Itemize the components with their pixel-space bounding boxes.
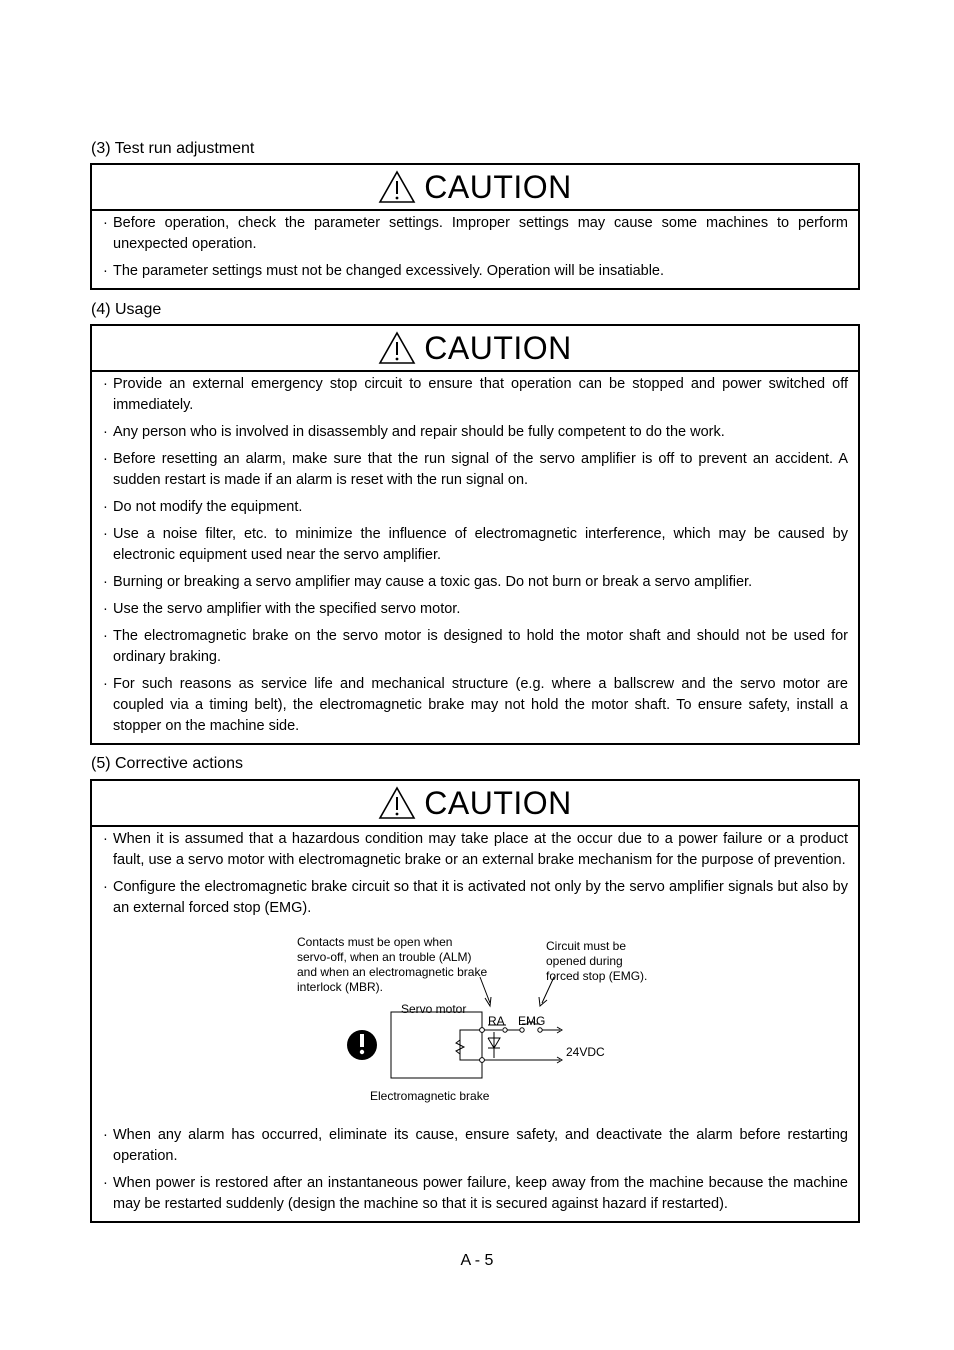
caution-label: CAUTION: [424, 785, 572, 821]
caution-box: [90, 324, 860, 745]
page-number: A - 5: [460, 1252, 494, 1269]
section-title: (5) Corrective actions: [91, 755, 244, 772]
list-item: · Use a noise filter, etc. to minimize the influence of electromagnetic interference, which may be caused by electronic equipment used near the servo amplifier.: [103, 526, 848, 563]
list-item: · Burning or breaking a servo amplifier may cause a toxic gas. Do not burn or break a servo amplifier.: [103, 574, 753, 590]
brake-circuit-diagram: [102, 925, 848, 1125]
list-item: · When any alarm has occurred, eliminate its cause, ensure safety, and deactivate the alarm before restarting operation.: [103, 1127, 848, 1164]
caution-label: CAUTION: [424, 169, 572, 205]
caution-header: [92, 326, 858, 372]
list-item: · For such reasons as service life and mechanical structure (e.g. where a ballscrew and the servo motor are coupled via a timing belt), the electromagnetic brake may not hold the motor shaft. To ensure safety, install a stopper on the machine side.: [103, 676, 848, 734]
warning-triangle-icon: [378, 170, 416, 204]
list-item: · Do not modify the equipment.: [103, 499, 303, 515]
emg-note: Circuit must be opened during forced stop (EMG).: [546, 939, 648, 983]
brake-label: Electromagnetic brake: [370, 1089, 490, 1103]
warning-triangle-icon: [378, 331, 416, 365]
list-item: · Provide an external emergency stop circuit to ensure that operation can be stopped and power switched off immediately.: [103, 376, 848, 413]
caution-header: [92, 165, 858, 211]
list-item: · Use the servo amplifier with the specified servo motor.: [103, 601, 461, 617]
section-title: (3) Test run adjustment: [91, 140, 255, 157]
circuit-drawing: [102, 925, 846, 1125]
list-item: · Before resetting an alarm, make sure that the run signal of the servo amplifier is off to prevent an accident. A sudden restart is made if an alarm is reset with the run signal on.: [103, 451, 848, 488]
emg-label: EMG: [518, 1014, 546, 1028]
list-item: · When it is assumed that a hazardous condition may take place at the occur due to a power failure or a product fault, use a servo motor with electromagnetic brake or an external brake mechanism for the purpose of prevention.: [103, 831, 848, 868]
list-item: · Before operation, check the parameter settings. Improper settings may cause some machines to perform unexpected operation.: [103, 215, 848, 252]
list-item: · Any person who is involved in disassembly and repair should be fully competent to do the work.: [103, 424, 725, 440]
list-item: · Configure the electromagnetic brake circuit so that it is activated not only by the servo amplifier signals but also by an external forced stop (EMG).: [103, 879, 848, 916]
warning-triangle-icon: [378, 786, 416, 820]
caution-box: [90, 779, 860, 1223]
exclamation-circle-icon: [347, 1030, 377, 1060]
list-item: · The electromagnetic brake on the servo motor is designed to hold the motor shaft and should not be used for ordinary braking.: [103, 628, 848, 665]
list-item: · The parameter settings must not be changed excessively. Operation will be insatiable.: [103, 263, 665, 279]
contacts-note: Contacts must be open when servo-off, when an trouble (ALM) and when an electromagnetic brake interlock (MBR).: [297, 935, 488, 994]
voltage-label: 24VDC: [566, 1045, 605, 1059]
servo-motor-label: Servo motor: [401, 1002, 467, 1016]
caution-label: CAUTION: [424, 330, 572, 366]
ra-label: RA: [488, 1014, 505, 1028]
caution-header: [92, 781, 858, 827]
section-title: (4) Usage: [91, 301, 162, 318]
list-item: · When power is restored after an instantaneous power failure, keep away from the machine because the machine may be restarted suddenly (design the machine so that it is secured against hazard if restarted).: [103, 1175, 848, 1212]
caution-box: [90, 163, 860, 290]
